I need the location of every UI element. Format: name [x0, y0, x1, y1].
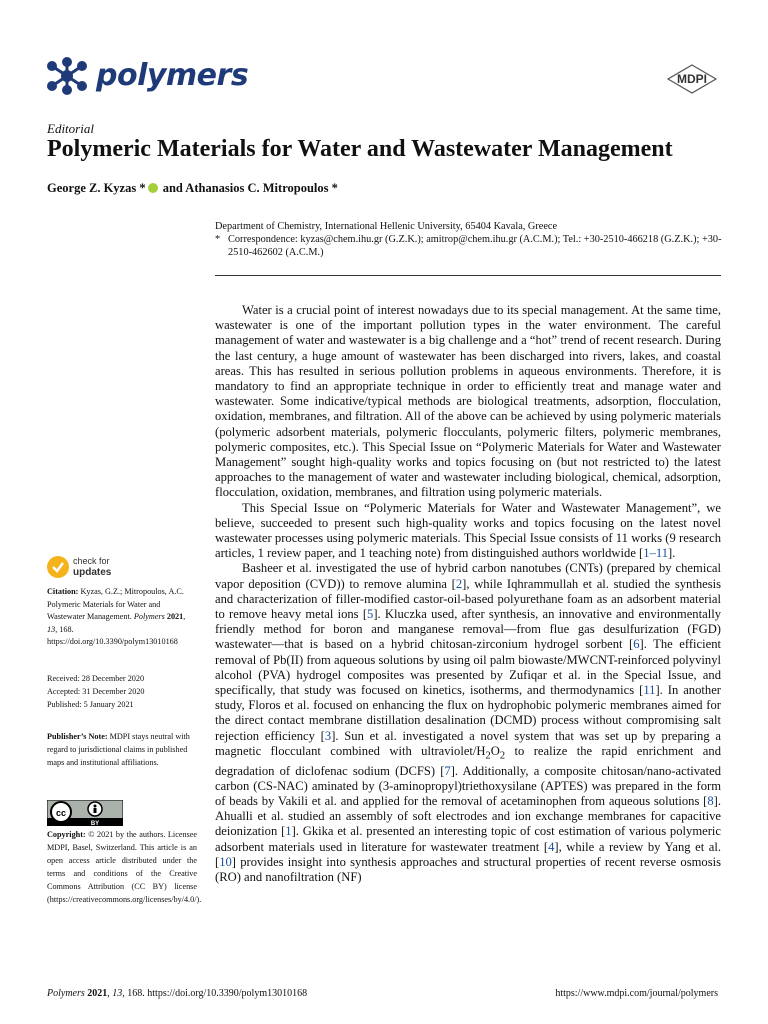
- affiliation: Department of Chemistry, International Hellenic University, 65404 Kavala, Greece: [215, 221, 558, 232]
- check-updates-icon: [47, 556, 69, 578]
- dates-block: [47, 672, 197, 711]
- cc-by-label: BY: [90, 821, 100, 826]
- citation-block: Citation: Kyzas, G.Z.; Mitropoulos, A.C. Polymeric Materials for Water and Wastewater Management. Polymers 2021, 13, 168. https://doi.org/10.3390/polym13010168: [47, 587, 186, 646]
- citation-volume: 13: [47, 624, 56, 634]
- check-label: check for: [73, 556, 110, 566]
- ref-link[interactable]: 2: [455, 576, 463, 591]
- ref-link[interactable]: 6: [633, 637, 640, 652]
- authors: [47, 181, 338, 196]
- footer-citation: Polymers 2021, 13, 168. https://doi.org/10.3390/polym13010168: [47, 988, 308, 999]
- article-title: Polymeric Materials for Water and Wastewater Management: [47, 136, 673, 162]
- svg-text:cc: cc: [55, 808, 67, 818]
- paragraph-2: This Special Issue on “Polymeric Materials for Water and Wastewater Management”, we believe, succeeded to present such high-quality works and topics focusing on the latest novel wastewater processes using polymeric materials. This Special Issue consists of 11 works (9 research articles, 1 review paper, and 1 teaching note) from distinguished authors worldwide [1–11].: [215, 500, 721, 561]
- footer-year: 2021: [87, 988, 108, 999]
- citation-journal: Polymers: [133, 612, 165, 621]
- orcid-icon[interactable]: [148, 183, 158, 193]
- affiliations: [215, 220, 725, 259]
- copyright-text: © 2021 by the authors. Licensee MDPI, Basel, Switzerland. This article is an open access article distributed under the terms and conditions of the Creative Commons Attribution (CC BY) license (https://creativecommons.org/licenses/by/4.0/).: [47, 830, 202, 904]
- citation-text: Kyzas, G.Z.; Mitropoulos, A.C. Polymeric Materials for Water and Wastewater Management.: [47, 587, 184, 621]
- article-type: Editorial: [47, 121, 94, 136]
- copyright-label: Copyright:: [47, 830, 86, 839]
- ref-link[interactable]: 3: [324, 728, 332, 743]
- ref-link[interactable]: 1–11: [643, 546, 668, 561]
- correspondence: Correspondence: kyzas@chem.ihu.gr (G.Z.K.); amitrop@chem.ihu.gr (A.C.M.); Tel.: +30-2510-466218 (G.Z.K.); +30-2510-462602 (A.C.M.): [228, 234, 722, 258]
- paragraph-3: Basheer et al. investigated the use of hybrid carbon nanotubes (CNTs) (prepared by chemical vapor deposition (CVD)) to remove alumina [2], while Iqhrammullah et al. studied the synthesis and characterization of filler-modified castor-oil-based polyurethane foam as an adsorbent material to remove heavy metal ions [5]. Kluczka used, after synthesis, an innovative and environmentally friendly method for boron and manganese removal—from flue gas desulfurization (FGD) wastewater—that is based on a hybrid chitosan-zirconium hydrogel sorbent [6]. The efficient removal of Pb(II) from aqueous solutions by using oil palm biowaste/MWCNT-reinforced polyvinyl alcohol (PVA) hydrogel composites was presented by Zufiqar et al. in the Special Issue, and specifically, that study was focused on kinetics, isotherms, and thermodynamics [11]. In another study, Floros et al. focused on enhancing the flux on hydrophobic polymeric membranes aimed for the direct contact membrane distillation desalination (DCMD) process without compromising salt rejection efficiency [3]. Sun et al. investigated a novel system that was set up by preparing a magnetic flocculant combined with ultraviolet/$H_2O_2$ to realize the rapid enrichment and degradation of diclofenac sodium (DCFS) [7]. Additionally, a composite chitosan/nano-activated carbon (CS-NAC) aminated by (3-aminopropyl)triethoxysilane (APTES) was prepared in the form of beads by Vakili et al. and applied for the removal of acetaminophen from aqueous solutions [8]. Ahualli et al. studied an assembly of soft electrodes and ion exchange membranes for capacitive deionization [1]. Gkika et al. presented an interesting topic of cost estimation of various polymeric adsorbent materials used in literature for wastewater treatment [4], while a review by Yang et al. [10] provides insight into synthesis approaches and structural properties of recent reverse osmosis (RO) and nanofiltration (NF): [215, 561, 722, 885]
- published-date: Published: 5 January 2021: [47, 700, 134, 709]
- ref-link[interactable]: 4: [548, 839, 555, 854]
- copyright-block: [47, 828, 202, 906]
- updates-label: updates: [73, 567, 112, 578]
- citation-doi[interactable]: , 168. https://doi.org/10.3390/polym13010168: [47, 624, 178, 646]
- footer-volume: 13: [112, 988, 123, 999]
- ref-link[interactable]: 7: [444, 763, 451, 778]
- ref-link[interactable]: 11: [643, 683, 656, 698]
- author-2[interactable]: and Athanasios C. Mitropoulos *: [159, 181, 338, 195]
- received-date: Received: 28 December 2020: [47, 674, 145, 683]
- check-for-updates-button[interactable]: [47, 556, 117, 580]
- mdpi-logo: [666, 64, 718, 94]
- pubnote-text: MDPI stays neutral with regard to jurisdictional claims in published maps and institutional affiliations.: [47, 732, 190, 767]
- author-1[interactable]: George Z. Kyzas *: [47, 181, 146, 195]
- citation-year: 2021: [166, 612, 184, 621]
- footer-journal-url[interactable]: https://www.mdpi.com/journal/polymers: [555, 988, 718, 999]
- correspondence-mark: *: [215, 234, 221, 245]
- footer-journal: Polymers: [47, 988, 85, 999]
- ref-link[interactable]: 1: [285, 824, 292, 839]
- mdpi-logo-text: MDPI: [677, 72, 707, 86]
- article-body: [215, 303, 721, 885]
- header-divider: [215, 275, 721, 276]
- citation-label: Citation:: [47, 587, 79, 596]
- footer-doi[interactable]: , 168. https://doi.org/10.3390/polym13010168: [122, 988, 308, 999]
- ref-link[interactable]: 5: [367, 607, 374, 622]
- cc-by-license-icon[interactable]: [47, 800, 123, 826]
- publishers-note: [47, 730, 197, 769]
- accepted-date: Accepted: 31 December 2020: [47, 687, 145, 696]
- pubnote-label: Publisher’s Note:: [47, 732, 108, 741]
- paragraph-1: Water is a crucial point of interest nowadays due to its special management. At the same time, wastewater is one of the important pollution types in the water environment. The careful management of water and wastewater is a big challenge and a “hot” trend of recent research. During the last century, a huge amount of wastewater has been discharged into rivers, lakes, and coastal areas. This has resulted in serious pollution problems in aqueous environments. Therefore, it is mandatory to find an appropriate technique in order to efficiently treat and manage water and wastewater. Some indicative/typical methods are biological treatments, adsorption, flocculation, oxidation, membranes, and filtration. All of the above can be achieved by using polymeric materials (polymeric adsorbent materials, polymeric flocculants, polymeric filters, polymeric membranes, polymeric composites, etc.). This Special Issue on “Polymeric Materials for Water and Wastewater Management” sought high-quality works and topics focusing on (but not restricted to) the latest approaches to the management of water and wastewater including biological, chemical, adsorption, flocculation, oxidation, membranes, and filtration using polymeric materials.: [215, 303, 721, 500]
- polymers-logo-icon: [44, 56, 90, 96]
- ref-link[interactable]: 10: [219, 854, 232, 869]
- journal-name: polymers: [96, 58, 249, 93]
- ref-link[interactable]: 8: [707, 794, 714, 809]
